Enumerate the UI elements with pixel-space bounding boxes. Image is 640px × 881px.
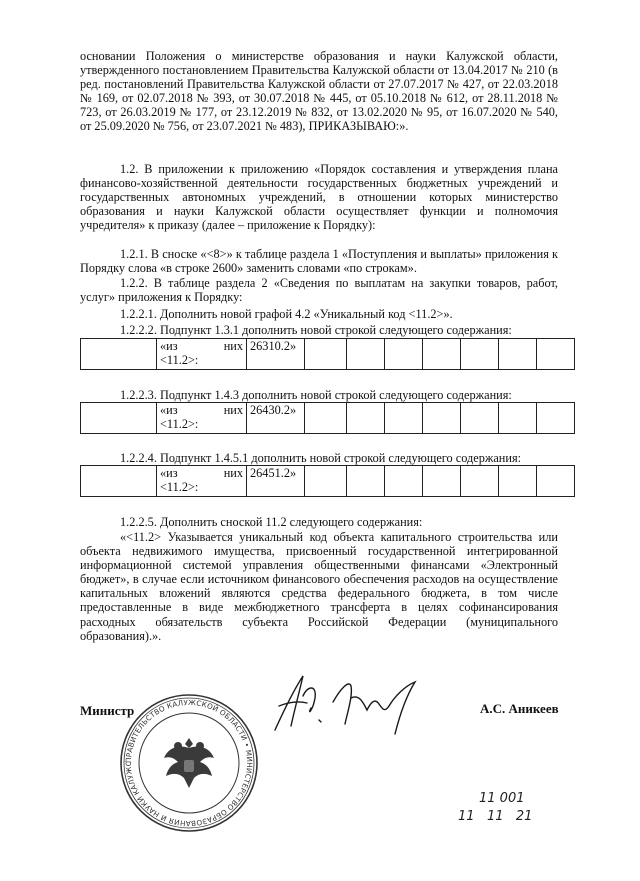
handwritten-number-line2: 11 11 21 — [458, 809, 533, 824]
paragraph-preamble: основании Положения о министерстве образования и науки Калужской области, утвержденного постановлением Правительства Калужской области от 13.04.2017 № 210 (в ред. постановлений Правительства Калужской области от 27.07.2017 № 427, от 22.03.2018 № 169, от 02.07.2018 № 393, от 30.07.2018 № 445, от 05.10.2018 № 612, от 28.11.2018 № 723, от 26.03.2019 № 177, от 23.12.2019 № 832, от 13.02.2020 № 95, от 16.07.2020 № 540, от 25.09.2020 № 756, от 23.07.2021 № 483), ПРИКАЗЫВАЮ:». — [80, 49, 558, 134]
table-row — [81, 403, 575, 434]
row-label-cell: «из них <11.2>: — [157, 403, 247, 434]
paragraph-1-2-2: 1.2.2. В таблице раздела 2 «Сведения по выплатам на закупки товаров, работ, услуг» приложения к Порядку: — [80, 276, 558, 305]
row-label-cell: «из них <11.2>: — [157, 339, 247, 370]
paragraph-1-2-2-2: 1.2.2.2. Подпункт 1.3.1 дополнить новой строкой следующего содержания: — [120, 323, 512, 337]
row-label-cell: «из них <11.2>: — [157, 466, 247, 497]
paragraph-1-2-2-4: 1.2.2.4. Подпункт 1.4.5.1 дополнить новой строкой следующего содержания: — [120, 451, 522, 465]
coat-of-arms-icon — [164, 738, 214, 788]
inserted-row-table-3 — [80, 465, 575, 497]
row-code-cell: 26451.2» — [247, 466, 305, 497]
paragraph-1-2-2-5: 1.2.2.5. Дополнить сноской 11.2 следующего содержания: — [120, 515, 423, 529]
paragraph-1-2: 1.2. В приложении к приложению «Порядок составления и утверждения плана финансово-хозяйственной деятельности государственных бюджетных учреждений и государственных автономных учреждений, в отношении которых министерство образования и науки Калужской области осуществляет функции и полномочия учредителя» к приказу (далее – приложение к Порядку): — [80, 162, 558, 233]
inserted-row-table-2 — [80, 402, 575, 434]
table-row — [81, 466, 575, 497]
handwritten-number-line1: 11 001 — [479, 791, 525, 806]
signatory-position: Министр — [80, 703, 135, 718]
paragraph-1-2-1: 1.2.1. В сноске «<8>» к таблице раздела 1 «Поступления и выплаты» приложения к Порядку слова «в строке 2600» заменить словами «по строкам». — [80, 247, 558, 276]
table-row — [81, 339, 575, 370]
row-code-cell: 26430.2» — [247, 403, 305, 434]
signatory-name: А.С. Аникеев — [480, 701, 559, 716]
paragraph-footnote-11-2: «<11.2> Указывается уникальный код объекта капитального строительства или объекта недвижимого имущества, присвоенный государственной интегрированной информационной системой управления общественными финансами «Электронный бюджет», в случае если источником финансового обеспечения расходов на осуществление капитальных вложений являются средства федерального бюджета, в том числе предоставленные в виде межбюджетного трансферта в целях софинансирования расходных обязательств субъекта Российской Федерации (муниципального образования).». — [80, 530, 558, 643]
row-code-cell: 26310.2» — [247, 339, 305, 370]
paragraph-1-2-2-3: 1.2.2.3. Подпункт 1.4.3 дополнить новой строкой следующего содержания: — [120, 388, 512, 402]
handwritten-signature — [255, 668, 435, 738]
paragraph-1-2-2-1: 1.2.2.1. Дополнить новой графой 4.2 «Уникальный код <11.2>». — [120, 307, 453, 321]
official-seal — [115, 685, 260, 834]
inserted-row-table-1 — [80, 338, 575, 370]
svg-text:ПРАВИТЕЛЬСТВО КАЛУЖСКОЙ ОБЛАСТ: ПРАВИТЕЛЬСТВО КАЛУЖСКОЙ ОБЛАСТИ • МИНИСТЕРСТВО ОБРАЗОВАНИЯ И НАУКИ КАЛУЖСКОЙ ОБЛАСТИ (ОГРН 1024001429136) — [115, 685, 255, 829]
